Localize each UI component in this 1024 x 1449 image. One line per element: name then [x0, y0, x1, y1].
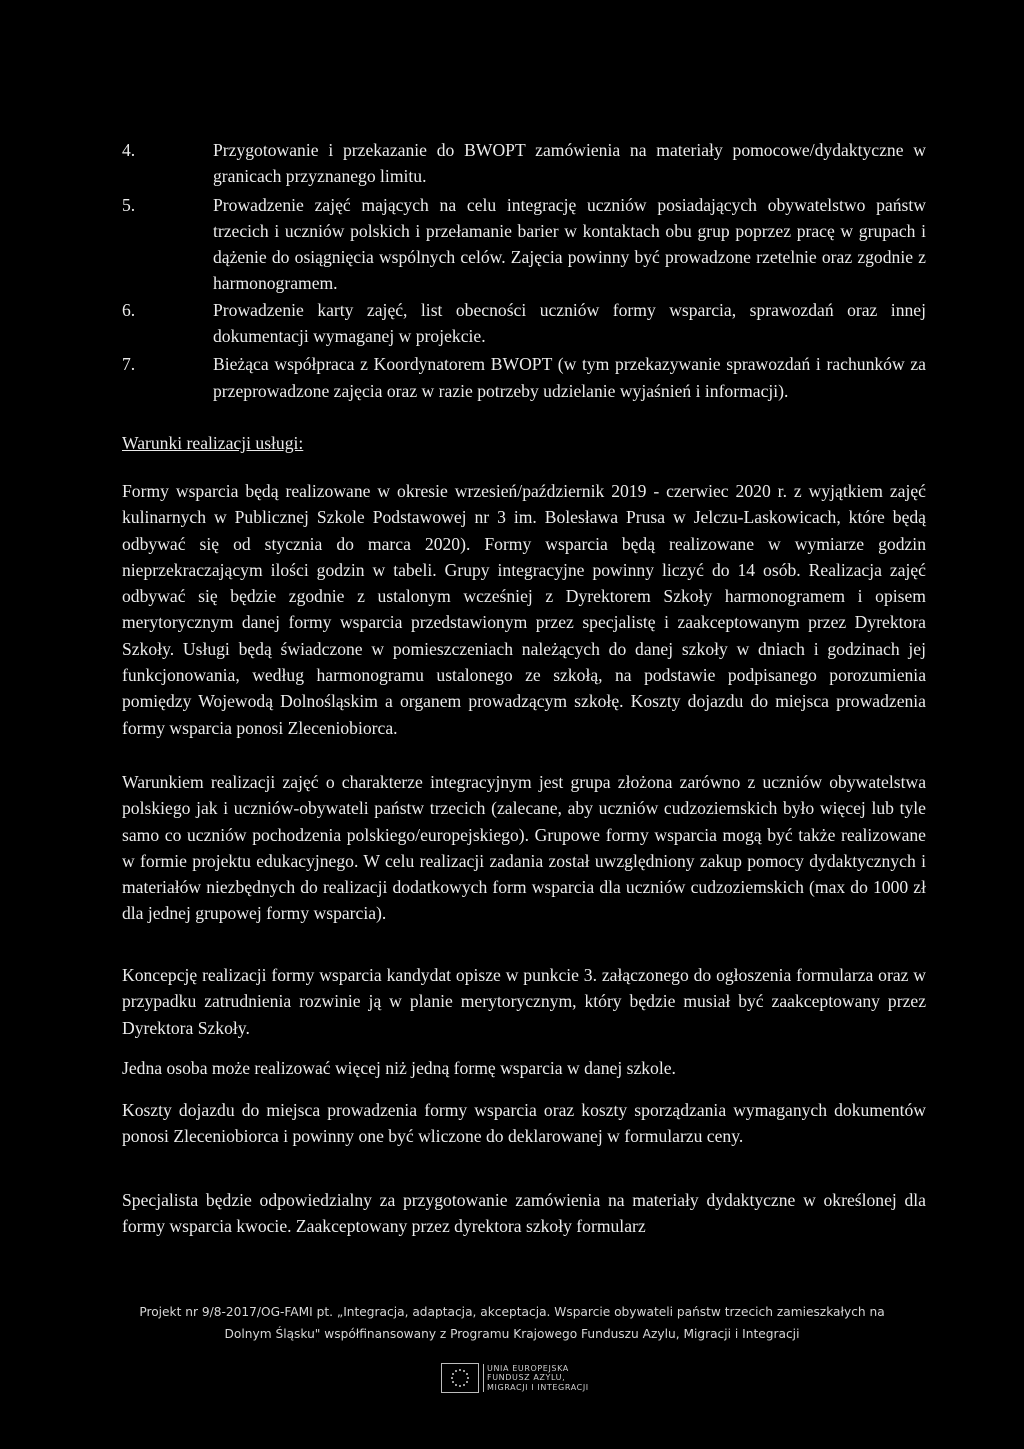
paragraph: Warunkiem realizacji zajęć o charakterze integracyjnym jest grupa złożona zarówno z uczniów obywatelstwa polskiego jak i uczniów-obywateli państw trzecich (zalecane, aby uczniów cudzoziemskich było więcej lub tyle samo co uczniów pochodzenia polskiego/europejskiego). Grupowe formy wsparcia mogą być także realizowane w formie projektu edukacyjnego. W celu realizacji zadania został uwzględniony zakup pomocy dydaktycznych i materiałów niezbędnych do realizacji dodatkowych form wsparcia dla uczniów cudzoziemskich (max do 1000 zł dla jednej grupowej formy wsparcia).: [122, 772, 926, 924]
list-item: [122, 297, 926, 350]
paragraph: Jedna osoba może realizować więcej niż jedną formę wsparcia w danej szkole.: [122, 1058, 676, 1078]
list-item-number: 4.: [122, 140, 136, 160]
section-heading: Warunki realizacji usługi:: [122, 433, 304, 453]
list-item: [122, 192, 926, 297]
paragraph: Koncepcję realizacji formy wsparcia kandydat opisze w punkcie 3. załączonego do ogłoszenia formularza oraz w przypadku zatrudnienia rozwinie ją w planie merytorycznym, który będzie musiał być zaakceptowany przez Dyrektora Szkoły.: [122, 965, 926, 1038]
list-item-text: Prowadzenie karty zajęć, list obecności uczniów formy wsparcia, sprawozdań oraz innej dokumentacji wymaganej w projekcie.: [213, 299, 926, 347]
duties-list: [122, 137, 926, 404]
eu-flag-icon: [441, 1363, 479, 1393]
logo-line: FUNDUSZ AZYLU,: [487, 1373, 566, 1383]
logo-line: UNIA EUROPEJSKA: [487, 1363, 569, 1373]
paragraph: Formy wsparcia będą realizowane w okresie wrzesień/październik 2019 - czerwiec 2020 r. z wyjątkiem zajęć kulinarnych w Publicznej Szkole Podstawowej nr 3 im. Bolesława Prusa w Jelczu-Laskowicach, które będą odbywać się od stycznia do marca 2020). Formy wsparcia będą realizowane w wymiarze godzin nieprzekraczającym ilości godzin w tabeli. Grupy integracyjne powinny liczyć do 14 osób. Realizacja zajęć odbywać się będzie zgodnie z ustalonym wcześniej z Dyrektorem Szkoły harmonogramem i opisem merytorycznym danej formy wsparcia przedstawionym przez specjalistę i zaakceptowanym przez Dyrektora Szkoły. Usługi będą świadczone w pomieszczeniach należących do danej szkoły w dniach i godzinach jej funkcjonowania, według harmonogramu ustalonego ze szkołą, na podstawie podpisanego porozumienia pomiędzy Wojewodą Dolnośląskim a organem prowadzącym szkołę. Koszty dojazdu do miejsca prowadzenia formy wsparcia ponosi Zleceniobiorca.: [122, 481, 926, 738]
list-item-text: Prowadzenie zajęć mających na celu integrację uczniów posiadających obywatelstwo państw trzecich i uczniów polskich i przełamanie barier w kontaktach obu grup poprzez pracę w grupach i dążenie do osiągnięcia wspólnych celów. Zajęcia powinny być prowadzone rzetelnie oraz zgodnie z harmonogramem.: [213, 194, 926, 294]
logo-text: [483, 1364, 589, 1393]
eu-fund-logo: [441, 1361, 591, 1395]
footer-line: Projekt nr 9/8-2017/OG-FAMI pt. „Integracja, adaptacja, akceptacja. Wsparcie obywateli państw trzecich zamieszkałych na: [139, 1305, 885, 1319]
paragraph: Specjalista będzie odpowiedzialny za przygotowanie zamówienia na materiały dydaktyczne w określonej dla formy wsparcia kwocie. Zaakceptowany przez dyrektora szkoły formularz: [122, 1190, 926, 1237]
list-item: [122, 137, 926, 190]
logo-line: MIGRACJI I INTEGRACJI: [487, 1382, 589, 1392]
footer-line: Dolnym Śląsku" współfinansowany z Programu Krajowego Funduszu Azylu, Migracji i Integracji: [224, 1327, 800, 1341]
list-item: [122, 351, 926, 404]
list-item-number: 6.: [122, 299, 136, 320]
list-item-number: 7.: [122, 354, 136, 375]
list-item-text: Przygotowanie i przekazanie do BWOPT zamówienia na materiały pomocowe/dydaktyczne w granicach przyznanego limitu.: [213, 140, 926, 187]
list-item-number: 5.: [122, 194, 136, 215]
paragraph: Koszty dojazdu do miejsca prowadzenia formy wsparcia oraz koszty sporządzania wymaganych dokumentów ponosi Zleceniobiorca i powinny one być wliczone do deklarowanej w formularzu ceny.: [122, 1100, 926, 1147]
list-item-text: Bieżąca współpraca z Koordynatorem BWOPT (w tym przekazywanie sprawozdań i rachunków za przeprowadzone zajęcia oraz w razie potrzeby udzielanie wyjaśnień i informacji).: [213, 354, 926, 401]
project-footer: [60, 1301, 964, 1345]
